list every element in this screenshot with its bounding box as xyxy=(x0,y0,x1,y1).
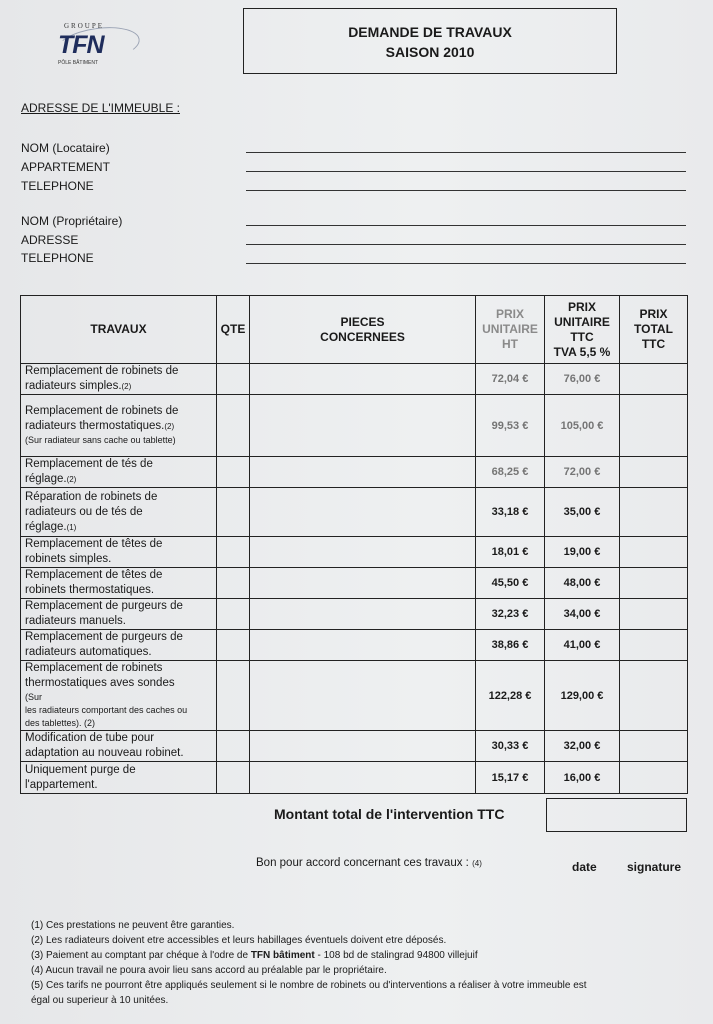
table-row xyxy=(21,630,688,661)
footnote-text: égal ou superieur à 10 unitées. xyxy=(31,995,169,1006)
description-text: Remplacement de têtes de xyxy=(25,538,163,550)
footnote-text: (4) Aucun travail ne poura avoir lieu sans accord au préalable par le propriétaire. xyxy=(31,965,387,976)
travaux-description xyxy=(21,661,217,731)
description-line xyxy=(25,661,213,676)
nom-locataire-line[interactable] xyxy=(246,152,686,153)
description-line xyxy=(25,379,213,394)
description-text: robinets simples. xyxy=(25,553,112,565)
nom-proprietaire-line[interactable] xyxy=(246,225,686,226)
table-row xyxy=(21,568,688,599)
footnote xyxy=(31,963,691,978)
address-label: ADRESSE DE L'IMMEUBLE : xyxy=(21,101,180,115)
footnote-ref: (2) xyxy=(164,422,175,431)
description-line xyxy=(25,505,213,520)
description-text: Remplacement de purgeurs de xyxy=(25,631,183,643)
title-line2: SAISON 2010 xyxy=(385,44,475,60)
pieces-cell[interactable] xyxy=(250,762,476,794)
prix-ttc-cell: 72,00 € xyxy=(545,457,620,488)
footnote-ref: (2) xyxy=(121,382,132,391)
prix-ht-cell: 122,28 € xyxy=(476,661,545,731)
description-subnote: des tablettes). (2) xyxy=(25,718,96,728)
description-line xyxy=(25,472,213,487)
description-text: adaptation au nouveau robinet. xyxy=(25,747,184,759)
description-text: Remplacement de robinets de xyxy=(25,365,179,377)
header-prix-total-line: TTC xyxy=(641,337,666,351)
table-row xyxy=(21,731,688,762)
description-text: radiateurs thermostatiques. xyxy=(25,420,165,432)
prix-total-cell[interactable] xyxy=(620,630,688,661)
description-text: radiateurs simples. xyxy=(25,380,122,392)
pieces-cell[interactable] xyxy=(250,568,476,599)
qte-cell[interactable] xyxy=(217,568,250,599)
telephone-locataire-label: TELEPHONE xyxy=(21,179,94,193)
description-text: l'appartement. xyxy=(25,778,98,791)
description-subnote: (Sur xyxy=(25,692,43,702)
description-text: Remplacement de tés de xyxy=(25,458,153,470)
prix-ttc-cell: 19,00 € xyxy=(545,537,620,568)
telephone-locataire-line[interactable] xyxy=(246,190,686,191)
pieces-cell[interactable] xyxy=(250,661,476,731)
description-line xyxy=(25,490,213,505)
header-pieces-line: PIECES xyxy=(340,314,385,329)
prix-total-cell[interactable] xyxy=(620,395,688,457)
qte-cell[interactable] xyxy=(217,731,250,762)
prix-ttc-cell: 41,00 € xyxy=(545,630,620,661)
header-prix-ttc xyxy=(545,296,620,364)
description-line xyxy=(25,419,213,434)
pieces-cell[interactable] xyxy=(250,599,476,630)
pieces-cell[interactable] xyxy=(250,364,476,395)
footnote-text: - 108 bd de stalingrad 94800 villejuif xyxy=(314,950,478,961)
description-line xyxy=(25,364,213,379)
description-line xyxy=(25,599,213,614)
prix-total-cell[interactable] xyxy=(620,661,688,731)
prix-total-cell[interactable] xyxy=(620,537,688,568)
prix-ht-cell: 68,25 € xyxy=(476,457,545,488)
header-prix-total xyxy=(620,296,688,364)
travaux-description xyxy=(21,568,217,599)
header-travaux: TRAVAUX xyxy=(21,296,217,364)
description-text: Remplacement de purgeurs de xyxy=(25,600,183,612)
description-text: Remplacement de têtes de xyxy=(25,569,163,581)
pieces-cell[interactable] xyxy=(250,395,476,457)
accord-note: (4) xyxy=(472,859,482,868)
appartement-line[interactable] xyxy=(246,171,686,172)
prix-total-cell[interactable] xyxy=(620,568,688,599)
travaux-description xyxy=(21,488,217,537)
header-pieces-line: CONCERNEES xyxy=(320,329,405,344)
travaux-table xyxy=(20,295,688,794)
travaux-description xyxy=(21,731,217,762)
description-text: radiateurs manuels. xyxy=(25,615,126,627)
description-subnote: les radiateurs comportant des caches ou xyxy=(25,705,188,715)
header-prix-ttc-line: UNITAIRE xyxy=(554,314,610,329)
prix-total-cell[interactable] xyxy=(620,599,688,630)
footnote xyxy=(31,948,691,963)
prix-ttc-cell: 34,00 € xyxy=(545,599,620,630)
pieces-cell[interactable] xyxy=(250,457,476,488)
title-line1: DEMANDE DE TRAVAUX xyxy=(348,24,512,40)
travaux-rows xyxy=(21,364,688,794)
qte-cell[interactable] xyxy=(217,457,250,488)
footnote xyxy=(31,918,691,933)
description-line xyxy=(25,537,213,552)
pieces-cell[interactable] xyxy=(250,488,476,537)
date-label: date xyxy=(572,860,597,874)
table-row xyxy=(21,395,688,457)
description-line xyxy=(25,583,213,598)
prix-ht-cell: 32,23 € xyxy=(476,599,545,630)
prix-ht-cell: 99,53 € xyxy=(476,395,545,457)
qte-cell[interactable] xyxy=(217,661,250,731)
description-text: réglage. xyxy=(25,520,67,533)
qte-cell[interactable] xyxy=(217,395,250,457)
description-line xyxy=(25,630,213,645)
table-row xyxy=(21,457,688,488)
description-line xyxy=(25,746,213,761)
logo-groupe: GROUPE xyxy=(64,22,105,30)
adresse-label: ADRESSE xyxy=(21,233,79,247)
footnote-text: (3) Paiement au comptant par chéque à l'odre de xyxy=(31,950,251,961)
prix-total-cell[interactable] xyxy=(620,488,688,537)
travaux-description xyxy=(21,630,217,661)
footnote xyxy=(31,933,691,948)
logo-name: TFN xyxy=(58,31,104,59)
tfn-logo xyxy=(56,22,140,68)
description-line xyxy=(25,457,213,472)
prix-ht-cell: 15,17 € xyxy=(476,762,545,794)
header-prix-ht-line: HT xyxy=(502,337,518,351)
prix-ht-cell: 18,01 € xyxy=(476,537,545,568)
adresse-line[interactable] xyxy=(246,244,686,245)
prix-ht-cell: 72,04 € xyxy=(476,364,545,395)
description-line xyxy=(25,731,213,746)
qte-cell[interactable] xyxy=(217,488,250,537)
prix-ttc-cell: 35,00 € xyxy=(545,488,620,537)
description-line xyxy=(25,676,213,691)
accord-label: Bon pour accord concernant ces travaux : xyxy=(256,857,469,869)
footnote-text: (2) Les radiateurs doivent etre accessibles et leurs habillages éventuels doivent etre déposés. xyxy=(31,935,447,946)
telephone-proprietaire-line[interactable] xyxy=(246,263,686,264)
qte-cell[interactable] xyxy=(217,599,250,630)
qte-cell[interactable] xyxy=(217,537,250,568)
description-line xyxy=(25,404,213,419)
description-text: Uniquement purge de xyxy=(25,763,136,776)
appartement-label: APPARTEMENT xyxy=(21,160,110,174)
description-line xyxy=(25,568,213,583)
signature-label: signature xyxy=(627,860,682,874)
prix-ht-cell: 45,50 € xyxy=(476,568,545,599)
pieces-cell[interactable] xyxy=(250,731,476,762)
description-text: réglage. xyxy=(25,473,67,485)
qte-cell[interactable] xyxy=(217,762,250,794)
description-line xyxy=(25,763,213,778)
description-text: Modification de tube pour xyxy=(25,732,155,744)
header-prix-ttc-line: PRIX xyxy=(567,299,596,314)
description-text: radiateurs ou de tés de xyxy=(25,505,143,518)
header-pieces xyxy=(250,296,476,364)
qte-cell[interactable] xyxy=(217,364,250,395)
prix-ttc-cell: 76,00 € xyxy=(545,364,620,395)
description-text: Réparation de robinets de xyxy=(25,490,158,503)
prix-ttc-cell: 32,00 € xyxy=(545,731,620,762)
description-line xyxy=(25,645,213,660)
travaux-description xyxy=(21,364,217,395)
description-text: robinets thermostatiques. xyxy=(25,584,155,596)
footnote-text: (1) Ces prestations ne peuvent être garanties. xyxy=(31,920,235,931)
footnote xyxy=(31,978,691,1008)
prix-total-cell[interactable] xyxy=(620,364,688,395)
header-qte: QTE xyxy=(217,296,250,364)
travaux-description xyxy=(21,537,217,568)
prix-ht-cell: 38,86 € xyxy=(476,630,545,661)
table-row xyxy=(21,537,688,568)
footnotes xyxy=(31,918,691,1008)
accord-text xyxy=(256,857,482,869)
description-subnote: (Sur radiateur sans cache ou tablette) xyxy=(25,435,176,445)
prix-ttc-cell: 129,00 € xyxy=(545,661,620,731)
description-line xyxy=(25,552,213,567)
pieces-cell[interactable] xyxy=(250,630,476,661)
prix-ttc-cell: 48,00 € xyxy=(545,568,620,599)
table-row xyxy=(21,488,688,537)
prix-total-cell[interactable] xyxy=(620,762,688,794)
prix-ttc-cell: 16,00 € xyxy=(545,762,620,794)
travaux-description xyxy=(21,762,217,794)
description-text: radiateurs automatiques. xyxy=(25,646,152,658)
description-line xyxy=(25,778,213,793)
header-prix-ttc-line: TVA 5,5 % xyxy=(553,344,611,359)
title-box xyxy=(243,8,617,74)
header-prix-ht xyxy=(476,296,545,364)
total-label: Montant total de l'intervention TTC xyxy=(274,806,505,822)
travaux-description xyxy=(21,395,217,457)
logo-subtitle: PÔLE BÂTIMENT xyxy=(58,60,99,66)
travaux-description xyxy=(21,457,217,488)
prix-total-cell[interactable] xyxy=(620,731,688,762)
table-row xyxy=(21,364,688,395)
total-amount-box[interactable] xyxy=(546,798,687,832)
table-row xyxy=(21,762,688,794)
pieces-cell[interactable] xyxy=(250,537,476,568)
nom-locataire-label: NOM (Locataire) xyxy=(21,141,110,155)
footnote-text: (5) Ces tarifs ne pourront être appliqués seulement si le nombre de robinets ou d'interventions a réaliser à votre immeuble est xyxy=(31,980,587,991)
description-line xyxy=(25,614,213,629)
prix-total-cell[interactable] xyxy=(620,457,688,488)
description-text: Remplacement de robinets xyxy=(25,662,163,674)
header-prix-ht-line: PRIX xyxy=(495,307,524,321)
prix-ht-cell: 30,33 € xyxy=(476,731,545,762)
header-prix-ttc-line: TTC xyxy=(570,329,594,344)
description-text: Remplacement de robinets de xyxy=(25,405,179,417)
footnote-ref: (2) xyxy=(66,475,77,484)
header-prix-total-line: PRIX xyxy=(639,307,668,321)
telephone-proprietaire-label: TELEPHONE xyxy=(21,251,94,265)
footnote-ref: (1) xyxy=(66,522,77,532)
table-row xyxy=(21,661,688,731)
table-row xyxy=(21,599,688,630)
qte-cell[interactable] xyxy=(217,630,250,661)
prix-ht-cell: 33,18 € xyxy=(476,488,545,537)
footnote-company: TFN bâtiment xyxy=(250,950,315,961)
nom-proprietaire-label: NOM (Propriétaire) xyxy=(21,214,123,228)
header-prix-total-line: TOTAL xyxy=(634,322,673,336)
prix-ttc-cell: 105,00 € xyxy=(545,395,620,457)
travaux-description xyxy=(21,599,217,630)
description-text: thermostatiques aves sondes xyxy=(25,677,175,689)
header-prix-ht-line: UNITAIRE xyxy=(482,322,538,336)
description-line xyxy=(25,520,213,535)
